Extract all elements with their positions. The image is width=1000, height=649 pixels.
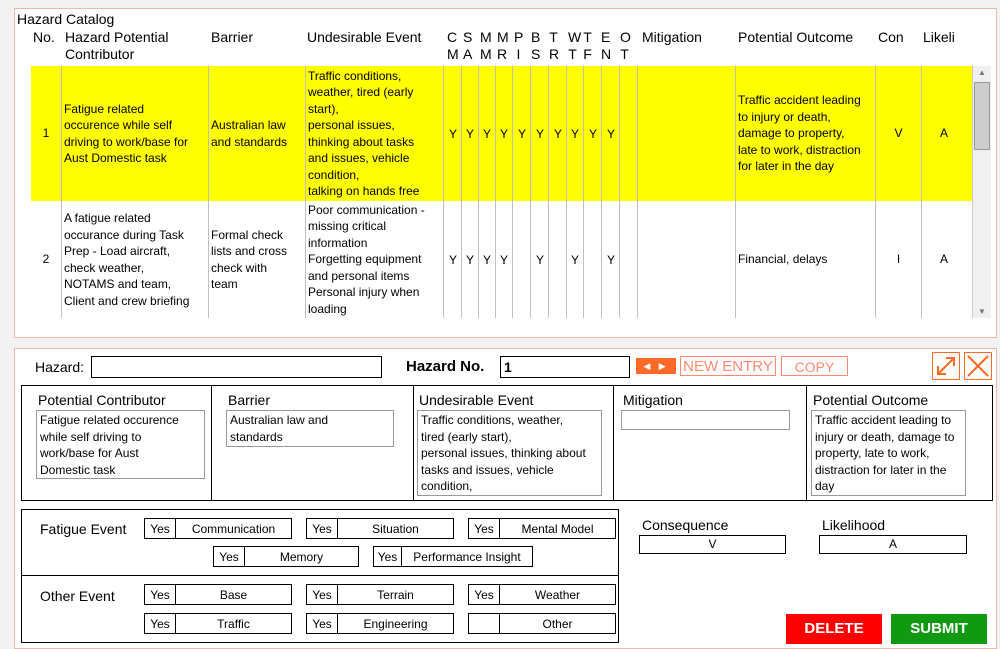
flag-cm: Y <box>448 252 457 267</box>
barrier-field[interactable]: Australian law and standards <box>226 410 394 447</box>
col-header-contributor: Hazard Potential Contributor <box>65 29 169 62</box>
other-event-weather[interactable]: Yes Weather <box>468 584 616 605</box>
submit-button[interactable]: SUBMIT <box>891 614 987 644</box>
flag-ot <box>620 201 638 318</box>
flag-en: Y <box>606 252 615 267</box>
col-header-ot: O T <box>620 29 631 62</box>
flag-tf: Y <box>588 126 597 141</box>
hazard-no-input[interactable]: 1 <box>500 356 630 378</box>
col-header-mr: M R <box>497 29 509 62</box>
event-label: Undesirable Event <box>419 392 534 408</box>
flag-sa: Y <box>465 252 474 267</box>
row-event: Traffic conditions, weather, tired (early start), personal issues, thinking about tasks and issues, vehicle condition, talking on hands free <box>308 68 420 198</box>
col-header-mitigation: Mitigation <box>642 29 702 45</box>
barrier-label: Barrier <box>228 392 271 408</box>
events-box <box>21 509 619 643</box>
col-header-sa: S A <box>463 29 473 62</box>
col-header-bs: B S <box>531 29 541 62</box>
likelihood-field[interactable]: A <box>819 535 967 554</box>
contributor-field[interactable]: Fatigue related occurence while self driving to work/base for Aust Domestic task <box>36 410 205 479</box>
table-row-selected[interactable] <box>31 66 986 201</box>
row-contributor: A fatigue related occurance during Task Prep - Load aircraft, check weather, NOTAMS and team, Client and crew briefing <box>64 211 190 308</box>
flag-tr <box>549 201 567 318</box>
outcome-label: Potential Outcome <box>813 392 929 408</box>
scroll-thumb[interactable] <box>974 82 990 150</box>
expand-button[interactable] <box>932 352 960 380</box>
outcome-field[interactable]: Traffic accident leading to injury or death, damage to property, late to work, distraction for later in the day <box>811 410 966 496</box>
fatigue-event-communication[interactable]: Yes Communication <box>144 518 292 539</box>
consequence-label: Consequence <box>642 517 729 533</box>
new-entry-button[interactable]: NEW ENTRY <box>680 356 776 376</box>
col-header-mm: M M <box>480 29 492 62</box>
col-header-tr: T R <box>549 29 560 62</box>
copy-button[interactable]: COPY <box>781 356 848 376</box>
row-contributor: Fatigue related occurence while self driving to work/base for Aust Domestic task <box>64 101 189 165</box>
hazard-editor-panel <box>14 348 997 649</box>
row-outcome: Financial, delays <box>738 252 828 267</box>
mitigation-label: Mitigation <box>623 392 683 408</box>
row-barrier: Australian law and standards <box>211 118 288 149</box>
row-mitigation <box>640 66 734 201</box>
catalog-scrollbar[interactable] <box>972 66 991 318</box>
flag-bs: Y <box>535 252 544 267</box>
hazard-fields <box>21 385 993 501</box>
row-likelihood: A <box>939 252 948 267</box>
flag-wt: Y <box>570 126 579 141</box>
col-header-pi: P I <box>514 29 524 62</box>
table-row[interactable] <box>31 201 986 318</box>
col-header-outcome: Potential Outcome <box>738 29 854 45</box>
close-button[interactable] <box>964 352 992 380</box>
flag-en: Y <box>606 126 615 141</box>
row-outcome: Traffic accident leading to injury or death, damage to property, late to work, distraction for later in the day <box>738 93 861 174</box>
other-event-label: Other Event <box>40 588 115 604</box>
hazard-input[interactable] <box>91 356 382 378</box>
flag-sa: Y <box>465 126 474 141</box>
expand-icon <box>933 353 959 379</box>
fatigue-event-situation[interactable]: Yes Situation <box>306 518 454 539</box>
hazard-no-label: Hazard No. <box>406 358 485 375</box>
hazard-catalog-panel <box>14 8 997 338</box>
other-event-base[interactable]: Yes Base <box>144 584 292 605</box>
close-icon <box>965 353 991 379</box>
flag-cm: Y <box>448 126 457 141</box>
flag-mm: Y <box>482 252 491 267</box>
row-barrier: Formal check lists and cross check with team <box>211 227 288 291</box>
mitigation-field[interactable] <box>621 410 790 430</box>
other-event-terrain[interactable]: Yes Terrain <box>306 584 454 605</box>
consequence-field[interactable]: V <box>639 535 786 554</box>
col-header-barrier: Barrier <box>211 29 254 45</box>
contributor-label: Potential Contributor <box>38 392 166 408</box>
row-consequence: I <box>896 252 901 267</box>
catalog-title: Hazard Catalog <box>17 11 115 27</box>
flag-mm: Y <box>482 126 491 141</box>
prev-next-arrows-icon[interactable]: ◀ ▶ <box>636 358 676 374</box>
col-header-no: No. <box>33 29 55 45</box>
other-event-traffic[interactable]: Yes Traffic <box>144 613 292 634</box>
other-event-engineering[interactable]: Yes Engineering <box>306 613 454 634</box>
col-header-tf: T F <box>583 29 592 62</box>
flag-tr: Y <box>553 126 562 141</box>
row-number: 2 <box>42 252 50 267</box>
likelihood-label: Likelihood <box>822 517 886 533</box>
flag-pi <box>513 201 531 318</box>
fatigue-event-memory[interactable]: Yes Memory <box>213 546 359 567</box>
col-header-likeli: Likeli <box>923 29 955 45</box>
fatigue-event-label: Fatigue Event <box>40 521 127 537</box>
row-event: Poor communication - missing critical information Forgetting equipment and personal items Personal injury when loading <box>308 202 425 316</box>
other-event-other[interactable]: Other <box>468 613 616 634</box>
col-header-wt: W T <box>568 29 582 62</box>
col-header-en: E N <box>601 29 612 62</box>
row-consequence: V <box>894 126 903 141</box>
event-field[interactable]: Traffic conditions, weather, tired (early start), personal issues, thinking about tasks and issues, vehicle condition, <box>417 410 602 496</box>
fatigue-event-performance-insight[interactable]: Yes Performance Insight <box>373 546 533 567</box>
hazard-label: Hazard: <box>35 359 85 375</box>
row-mitigation <box>640 201 734 318</box>
col-header-cm: C M <box>447 29 459 62</box>
scroll-up-icon[interactable]: ▲ <box>978 68 986 77</box>
col-header-con: Con <box>878 29 904 45</box>
row-likelihood: A <box>939 126 948 141</box>
col-header-event: Undesirable Event <box>307 29 422 45</box>
flag-wt: Y <box>570 252 579 267</box>
flag-pi: Y <box>517 126 526 141</box>
flag-mr: Y <box>499 126 508 141</box>
row-number: 1 <box>42 126 50 141</box>
delete-button[interactable]: DELETE <box>786 614 882 644</box>
flag-mr: Y <box>499 252 508 267</box>
flag-ot <box>620 66 638 201</box>
flag-bs: Y <box>535 126 544 141</box>
scroll-down-icon[interactable]: ▼ <box>978 307 986 316</box>
flag-tf <box>584 201 602 318</box>
fatigue-event-mental-model[interactable]: Yes Mental Model <box>468 518 616 539</box>
